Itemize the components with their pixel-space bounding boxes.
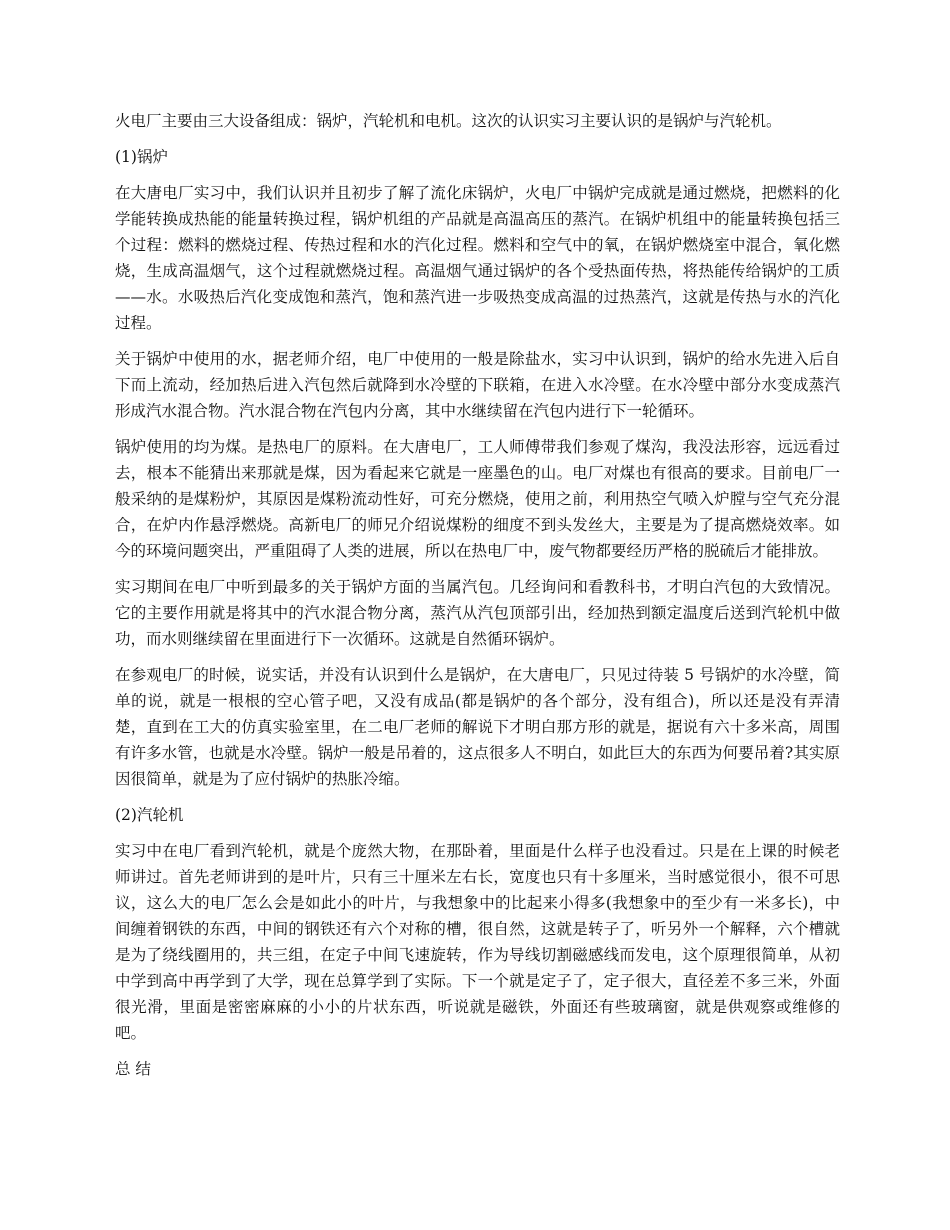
boiler-paragraph-3: 锅炉使用的均为煤。是热电厂的原料。在大唐电厂，工人师傅带我们参观了煤沟，我没法形容，远远看过去，根本不能猜出来那就是煤，因为看起来它就是一座墨色的山。电厂对煤也有很高的要求。目前电厂一般采纳的是煤粉炉，其原因是煤粉流动性好，可充分燃烧，使用之前，利用热空气喷入炉膛与空气充分混合，在炉内作悬浮燃烧。高新电厂的师兄介绍说煤粉的细度不到头发丝大，主要是为了提高燃烧效率。如今的环境问题突出，严重阻碍了人类的进展，所以在热电厂中，废气物都要经历严格的脱硫后才能排放。 <box>115 438 840 560</box>
turbine-paragraph-1: 实习中在电厂看到汽轮机，就是个庞然大物，在那卧着，里面是什么样子也没看过。只是在上课的时候老师讲过。首先老师讲到的是叶片，只有三十厘米左右长，宽度也只有十多厘米，当时感觉很小，很不可思议，这么大的电厂怎么会是如此小的叶片，与我想象中的比起来小得多(我想象中的至少有一米多长)，中间缠着钢铁的东西，中间的钢铁还有六个对称的槽，很自然，这就是转子了，听另外一个解释，六个槽就是为了绕线圈用的，共三组，在定子中间飞速旋转，作为导线切割磁感线而发电，这个原理很简单，从初中学到高中再学到了大学，现在总算学到了实际。下一个就是定子了，定子很大，直径差不多三米，外面很光滑，里面是密密麻麻的小小的片状东西，听说就是磁铁，外面还有些玻璃窗，就是供观察或维修的吧。 <box>115 842 840 1042</box>
boiler-paragraph-5: 在参观电厂的时候，说实话，并没有认识到什么是锅炉，在大唐电厂，只见过待装 5 号锅炉的水冷壁，简单的说，就是一根根的空心管子吧，又没有成品(都是锅炉的各个部分，没有组合)，所以还是没有弄清楚，直到在工大的仿真实验室里，在二电厂老师的解说下才明白那方形的就是，据说有六十多米高，周围有许多水管，也就是水冷壁。锅炉一般是吊着的，这点很多人不明白，如此巨大的东西为何要吊着?其实原因很简单，就是为了应付锅炉的热胀冷缩。 <box>115 666 840 788</box>
boiler-paragraph-1: 在大唐电厂实习中，我们认识并且初步了解了流化床锅炉，火电厂中锅炉完成就是通过燃烧，把燃料的化学能转换成热能的能量转换过程，锅炉机组的产品就是高温高压的蒸汽。在锅炉机组中的能量转换包括三个过程：燃料的燃烧过程、传热过程和水的汽化过程。燃料和空气中的氧，在锅炉燃烧室中混合，氧化燃烧，生成高温烟气，这个过程就燃烧过程。高温烟气通过锅炉的各个受热面传热，将热能传给锅炉的工质——水。水吸热后汽化变成饱和蒸汽，饱和蒸汽进一步吸热变成高温的过热蒸汽，这就是传热与水的汽化过程。 <box>115 184 840 332</box>
section-heading-summary: 总 结 <box>115 1060 151 1078</box>
boiler-paragraph-2: 关于锅炉中使用的水，据老师介绍，电厂中使用的一般是除盐水，实习中认识到，锅炉的给水先进入后自下而上流动，经加热后进入汽包然后就降到水冷壁的下联箱，在进入水冷壁。在水冷壁中部分水变成蒸汽形成汽水混合物。汽水混合物在汽包内分离，其中水继续留在汽包内进行下一轮循环。 <box>115 350 840 420</box>
document-body <box>115 108 840 1092</box>
intro-paragraph: 火电厂主要由三大设备组成：锅炉，汽轮机和电机。这次的认识实习主要认识的是锅炉与汽轮机。 <box>115 112 782 130</box>
section-heading-turbine: (2)汽轮机 <box>115 806 184 824</box>
boiler-paragraph-4: 实习期间在电厂中听到最多的关于锅炉方面的当属汽包。几经询问和看教科书，才明白汽包的大致情况。它的主要作用就是将其中的汽水混合物分离，蒸汽从汽包顶部引出，经加热到额定温度后送到汽轮机中做功，而水则继续留在里面进行下一次循环。这就是自然循环锅炉。 <box>115 578 840 648</box>
section-heading-boiler: (1)锅炉 <box>115 148 168 166</box>
